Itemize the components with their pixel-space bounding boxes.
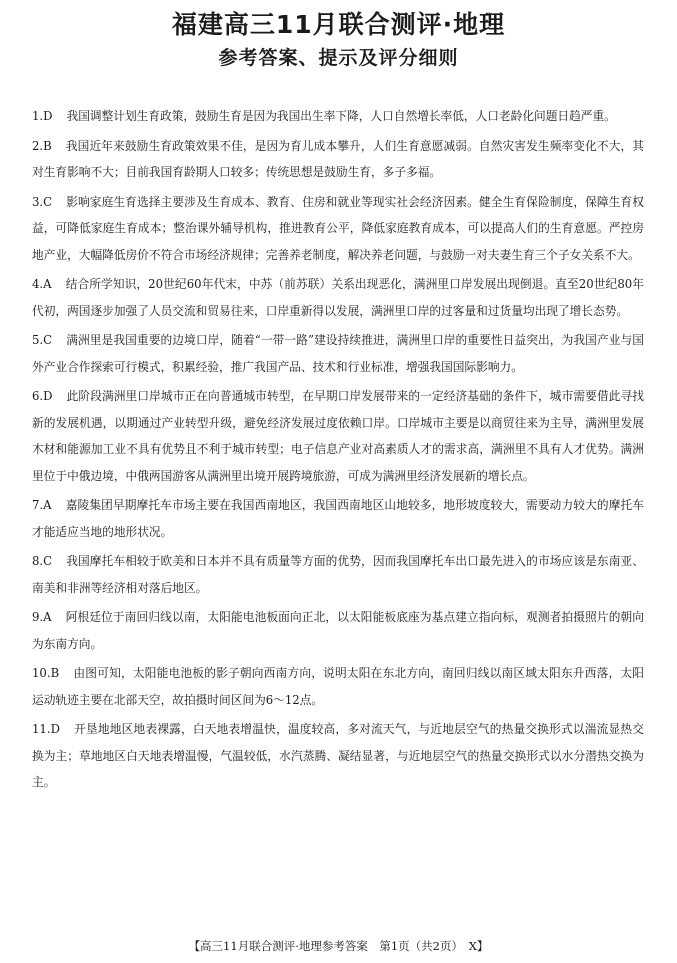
answer-number: 5.C xyxy=(32,333,53,347)
page-footer: 【高三11月联合测评·地理参考答案 第1页（共2页） X】 xyxy=(188,939,489,953)
answer-text: 此阶段满洲里口岸城市正在向普通城市转型，在早期口岸发展带来的一定经济基础的条件下，城市需要借此寻找新的发展机遇，以期通过产业转型升级，避免经济发展过度依赖口岸。口岸城市主要是以商贸往来为主导，满洲里发展木材和能源加工业不具有优势且不利于城市转型；电子信息产业对高素质人才的需求高，满洲里不具有人才优势。满洲里位于中俄边境，中俄两国游客从满洲里出境开展跨境旅游，可成为满洲里经济发展新的增长点。 xyxy=(32,389,644,483)
answer-item xyxy=(32,548,644,601)
page-title: 福建高三11月联合测评·地理 xyxy=(171,10,506,39)
answer-item xyxy=(32,133,644,186)
answer-number: 10.B xyxy=(32,666,60,680)
answer-number: 8.C xyxy=(32,554,53,568)
answer-text: 结合所学知识，20世纪60年代末，中苏（前苏联）关系出现恶化，满洲里口岸发展出现倒退。直至20世纪80年代初，两国逐步加强了人员交流和贸易往来，口岸重新得以发展，满洲里口岸的过客量和过货量均出现了增长态势。 xyxy=(32,277,644,318)
answer-item xyxy=(32,492,644,545)
answer-text: 嘉陵集团早期摩托车市场主要在我国西南地区，我国西南地区山地较多，地形坡度较大，需要动力较大的摩托车才能适应当地的地形状况。 xyxy=(32,498,644,539)
answer-number: 2.B xyxy=(32,138,52,153)
answer-item xyxy=(32,271,644,324)
answer-item xyxy=(32,327,644,380)
answer-text: 由图可知，太阳能电池板的影子朝向西南方向，说明太阳在东北方向，南回归线以南区域太阳东升西落，太阳运动轨迹主要在北部天空，故拍摄时间区间为6～12点。 xyxy=(32,666,644,707)
answer-number: 7.A xyxy=(32,498,52,512)
answer-item xyxy=(32,103,644,130)
answer-text: 满洲里是我国重要的边境口岸，随着“一带一路”建设持续推进，满洲里口岸的重要性日益突出，为我国产业与国外产业合作探索可行模式，积累经验，推广我国产品、技术和行业标准，增强我国国际影响力。 xyxy=(32,333,644,374)
answer-item xyxy=(32,604,644,657)
answer-text: 影响家庭生育选择主要涉及生育成本、教育、住房和就业等现实社会经济因素。健全生育保险制度，保障生育权益，可降低家庭生育成本；整治课外辅导机构，推进教育公平，降低家庭教育成本，可以提高人们的生育意愿。严控房地产业，大幅降低房价不符合市场经济规律；完善养老制度，解决养老问题，与鼓励一对夫妻生育三个子女关系不大。 xyxy=(32,194,644,262)
answer-number: 11.D xyxy=(32,722,60,736)
answer-text: 我国调整计划生育政策，鼓励生育是因为我国出生率下降，人口自然增长率低，人口老龄化问题日趋严重。 xyxy=(66,109,616,123)
answer-number: 3.C xyxy=(32,194,53,209)
page-subtitle: 参考答案、提示及评分细则 xyxy=(218,47,459,69)
answer-list xyxy=(32,103,644,796)
answer-text: 我国摩托车相较于欧美和日本并不具有质量等方面的优势，因而我国摩托车出口最先进入的市场应该是东南亚、南美和非洲等经济相对落后地区。 xyxy=(32,554,644,595)
answer-item xyxy=(32,189,644,269)
answer-text: 开垦地地区地表裸露，白天地表增温快，温度较高，多对流天气，与近地层空气的热量交换形式以湍流显热交换为主；草地地区白天地表增温慢，气温较低，水汽蒸腾、凝结显著，与近地层空气的热量交换形式以水分潜热交换为主。 xyxy=(32,722,644,789)
answer-item xyxy=(32,716,644,796)
answer-item xyxy=(32,660,644,713)
answer-text: 我国近年来鼓励生育政策效果不佳，是因为育儿成本攀升，人们生育意愿减弱。自然灾害发生频率变化不大，其对生育影响不大；目前我国育龄期人口较多；传统思想是鼓励生育，多子多福。 xyxy=(32,138,644,179)
answer-text: 阿根廷位于南回归线以南，太阳能电池板面向正北，以太阳能板底座为基点建立指向标，观测者拍摄照片的朝向为东南方向。 xyxy=(32,610,644,651)
answer-number: 9.A xyxy=(32,610,52,624)
answer-number: 4.A xyxy=(32,277,52,291)
answer-number: 6.D xyxy=(32,389,53,403)
answer-number: 1.D xyxy=(32,109,53,123)
answer-item xyxy=(32,383,644,489)
